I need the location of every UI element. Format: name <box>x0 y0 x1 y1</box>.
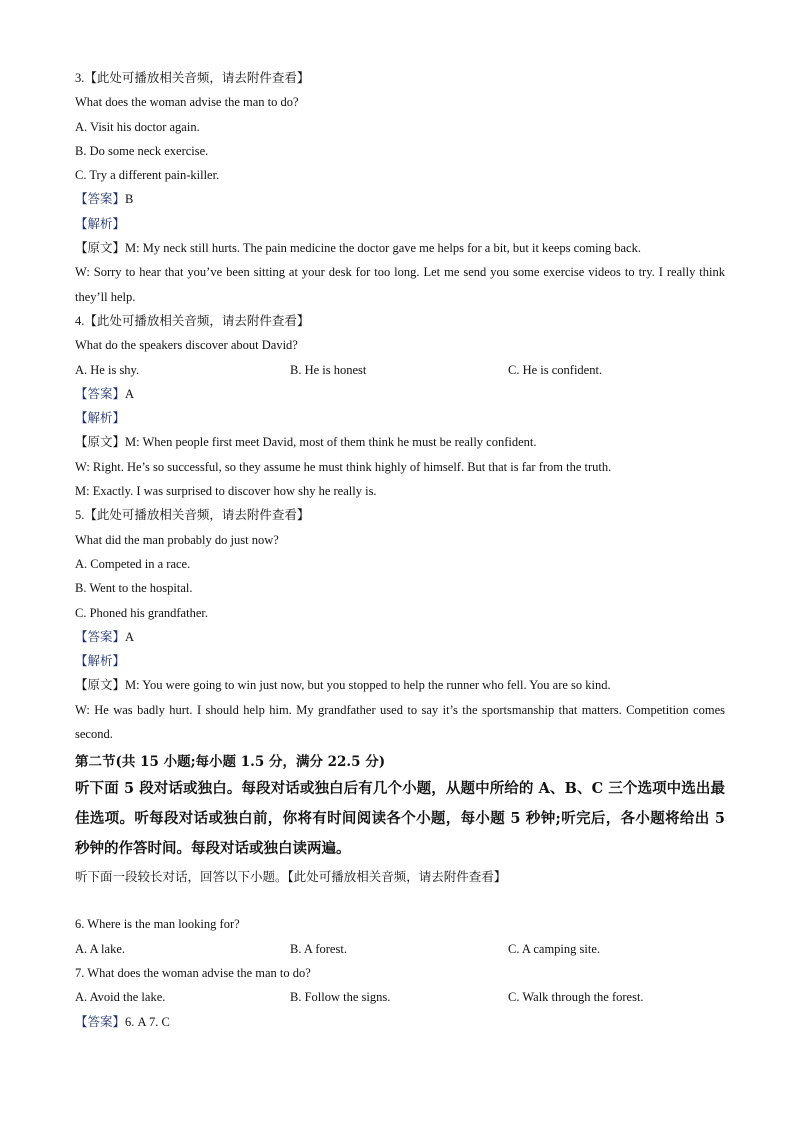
q3-transcript-m: 【原文】M: My neck still hurts. The pain medicine the doctor gave me helps for a bit, but it keeps coming back. <box>75 241 641 256</box>
q4-question: What do the speakers discover about David? <box>75 338 298 353</box>
section2-instruction: 听下面 5 段对话或独白。每段对话或独白后有几个小题，从题中所给的 A、B、C 三个选项中选出最佳选项。听每段对话或独白前，你将有时间阅读各个小题，每小题 5 秒钟;听完后，各小题将给出 5 秒钟的作答时间。每段对话或独白读两遍。 <box>75 780 725 858</box>
q4-transcript-m1: 【原文】M: When people first meet David, most of them think he must be really confident. <box>75 435 537 450</box>
q4-transcript-m2: M: Exactly. I was surprised to discover how shy he really is. <box>75 484 377 499</box>
original-tag: 【原文】 <box>75 435 126 450</box>
q3-option-c: C. Try a different pain-killer. <box>75 168 220 183</box>
document-page <box>75 66 725 1034</box>
q5-analysis-tag: 【解析】 <box>75 654 126 669</box>
q6-option-c: C. A camping site. <box>508 941 601 956</box>
q5-question: What did the man probably do just now? <box>75 532 279 547</box>
q6-question: 6. Where is the man looking for? <box>75 917 240 932</box>
section2-listen-line: 听下面一段较长对话，回答以下小题。【此处可播放相关音频，请去附件查看】 <box>75 870 507 885</box>
q7-option-a: A. Avoid the lake. <box>75 990 166 1005</box>
q7-options <box>75 985 725 1009</box>
q5-transcript-m: 【原文】M: You were going to win just now, but you stopped to help the runner who fell. You are so kind. <box>75 678 611 693</box>
q4-analysis-tag: 【解析】 <box>75 411 126 426</box>
q4-options <box>75 358 725 382</box>
q5-option-b: B. Went to the hospital. <box>75 581 193 596</box>
q4-transcript-w: W: Right. He’s so successful, so they assume he must think highly of himself. But that is far from the truth. <box>75 459 612 474</box>
answer-tag: 【答案】 <box>75 192 126 207</box>
q3-option-b: B. Do some neck exercise. <box>75 143 209 158</box>
q7-option-c: C. Walk through the forest. <box>508 990 644 1005</box>
original-tag: 【原文】 <box>75 241 126 256</box>
q6-option-b: B. A forest. <box>290 941 347 956</box>
q6-options <box>75 937 725 961</box>
q4-title: 4.【此处可播放相关音频，请去附件查看】 <box>75 313 310 328</box>
q3-question: What does the woman advise the man to do? <box>75 95 299 110</box>
q5-option-c: C. Phoned his grandfather. <box>75 605 208 620</box>
q3-transcript-w: W: Sorry to hear that you’ve been sitting at your desk for too long. Let me send you some exercise videos to try. I really think they’ll help. <box>75 265 725 304</box>
q4-option-c: C. He is confident. <box>508 362 603 377</box>
q7-question: 7. What does the woman advise the man to do? <box>75 965 311 980</box>
q4-answer <box>75 382 725 406</box>
answer-tag: 【答案】 <box>75 386 126 401</box>
q3-answer <box>75 187 725 211</box>
q6-option-a: A. A lake. <box>75 941 125 956</box>
q3-title: 3.【此处可播放相关音频，请去附件查看】 <box>75 71 310 85</box>
answer-value: B <box>125 192 134 207</box>
answer-tag: 【答案】 <box>75 1014 126 1029</box>
original-tag: 【原文】 <box>75 678 126 693</box>
answer-6-7 <box>75 1010 725 1034</box>
q3-analysis-tag: 【解析】 <box>75 216 126 231</box>
q4-option-a: A. He is shy. <box>75 362 140 377</box>
q4-option-b: B. He is honest <box>290 362 367 377</box>
q7-option-b: B. Follow the signs. <box>290 990 391 1005</box>
q5-transcript-w: W: He was badly hurt. I should help him. My grandfather used to say it’s the sportsmanship that matters. Competition comes second. <box>75 702 725 742</box>
answer-value: 6. A 7. C <box>125 1014 170 1029</box>
q5-answer <box>75 625 725 649</box>
answer-tag: 【答案】 <box>75 629 126 644</box>
q3-option-a: A. Visit his doctor again. <box>75 119 200 134</box>
answer-value: A <box>125 629 135 644</box>
answer-value: A <box>125 386 135 401</box>
section2-title: 第二节(共 15 小题;每小题 1.5 分，满分 22.5 分) <box>75 754 386 771</box>
q5-option-a: A. Competed in a race. <box>75 556 191 571</box>
q5-title: 5.【此处可播放相关音频，请去附件查看】 <box>75 508 310 523</box>
spacer <box>75 890 725 912</box>
